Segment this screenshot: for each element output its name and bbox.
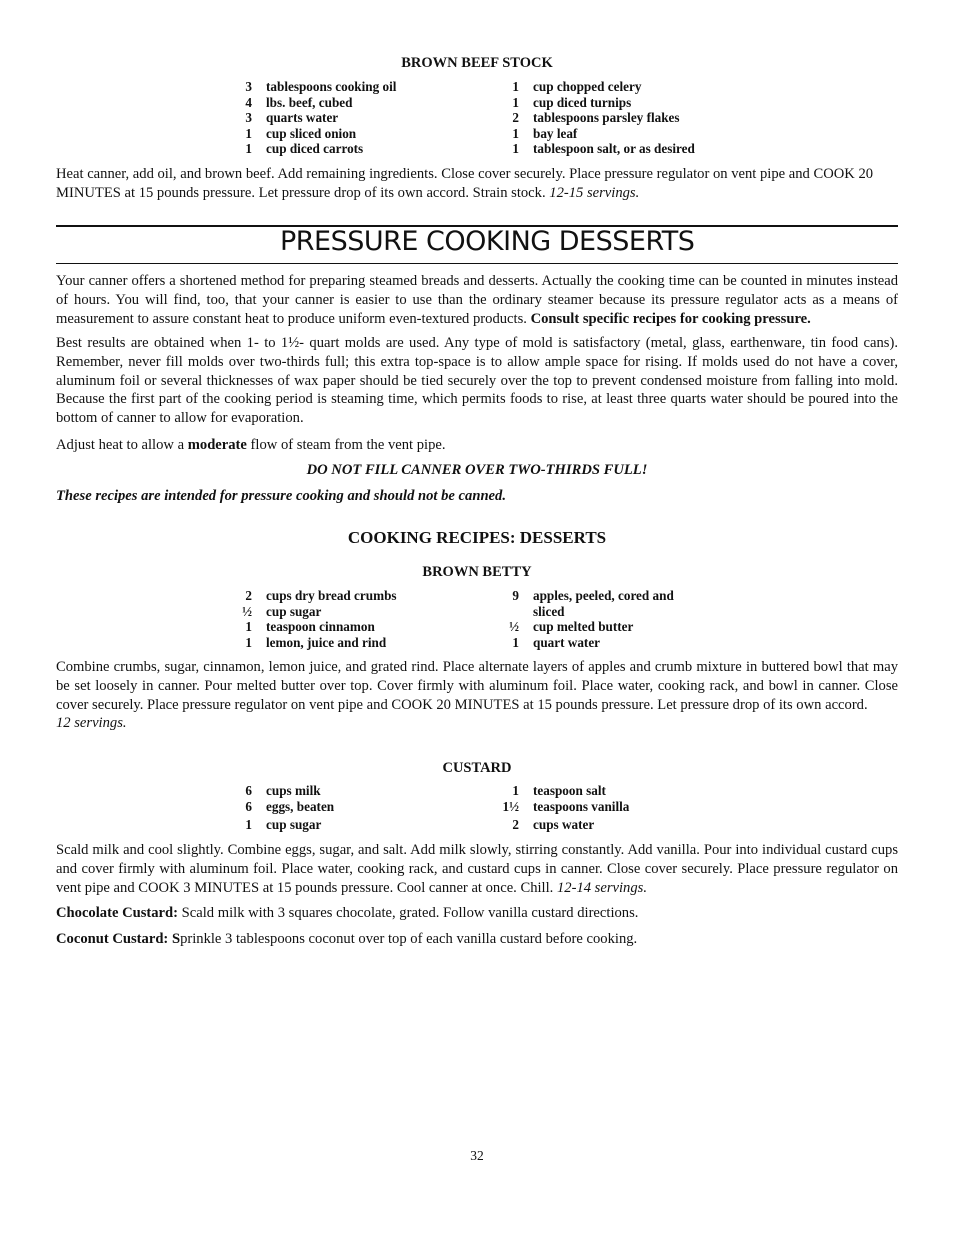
ingredient-row <box>56 110 898 126</box>
ingredient-row <box>56 141 898 157</box>
ingredient-qty: 1 <box>512 634 519 650</box>
ingredient-qty: 1 <box>245 634 252 650</box>
ingredient-item: lemon, juice and rind <box>266 634 387 650</box>
ingredient-row <box>56 783 898 799</box>
warning-text <box>56 461 898 480</box>
ingredient-item: cup sugar <box>266 603 322 619</box>
ingredient-item: cup sugar <box>266 816 322 832</box>
intro-paragraph-1 <box>56 272 898 328</box>
ingredient-qty: 6 <box>245 798 252 814</box>
warning-label: DO NOT FILL CANNER OVER TWO-THIRDS FULL! <box>306 462 648 478</box>
ingredient-row <box>56 79 898 95</box>
ingredient-item: quarts water <box>266 110 339 125</box>
custard-title: CUSTARD <box>442 760 512 776</box>
ingredient-qty: 1 <box>512 141 519 156</box>
ingredient-qty: 2 <box>245 588 252 603</box>
page-number: 32 <box>470 1148 484 1163</box>
variation-text: Scald milk with 3 squares chocolate, grated. Follow vanilla custard directions. <box>178 905 639 921</box>
ingredient-qty: ½ <box>509 619 519 634</box>
ingredient-qty: 9 <box>512 588 519 603</box>
ingredient-qty: 1 <box>245 141 252 156</box>
ingredient-qty: 3 <box>245 110 252 125</box>
ingredient-item: teaspoons vanilla <box>533 798 630 814</box>
ingredient-item: cup melted butter <box>533 619 634 634</box>
ingredient-qty: 2 <box>512 110 519 125</box>
ingredient-qty: 4 <box>245 94 252 110</box>
desserts-heading: COOKING RECIPES: DESSERTS <box>347 528 607 547</box>
ingredient-row <box>56 799 898 817</box>
intro-paragraph-2: Best results are obtained when 1- to 1½- quart molds are used. Any type of mold is satisfactory (metal, glass, earthenware, tin food cans). Remember, never fill molds over two-thirds full; this extra top-space is to allow ample space for rising. If molds used do not have a cover, aluminum foil or several thicknesses of wax paper should be tied securely over the top to prevent condensed moisture from falling into mold. Because the first part of the cooking period is steaming time, which permits foods to rise, at least three quarts water should be poured into the bottom of canner to allow for evaporation. <box>56 335 898 427</box>
directions-text: Scald milk and cool slightly. Combine eggs, sugar, and salt. Add milk slowly, stirring constantly. Add vanilla. Pour into individual custard cups and cover firmly with aluminum foil. Place water, cooking rack, and custard cups in canner. Close cover securely. Place pressure regulator on vent pipe and COOK 3 MINUTES at 15 pounds pressure. Cool canner at once. Chill. <box>56 842 898 896</box>
custard-ingredients <box>56 783 898 832</box>
ingredient-row <box>56 635 898 651</box>
beef-stock-title: BROWN BEEF STOCK <box>401 55 553 71</box>
section-bottom-rule <box>56 263 898 264</box>
variation-label: Chocolate Custard: <box>56 905 179 921</box>
servings-text: 12-14 servings. <box>556 879 647 896</box>
ingredient-row <box>56 95 898 111</box>
ingredient-qty: 1 <box>245 125 252 141</box>
beef-stock-directions <box>56 165 898 203</box>
ingredient-row <box>56 817 898 833</box>
ingredient-qty: 1 <box>512 783 519 798</box>
ingredient-item: cups milk <box>266 783 321 798</box>
ingredient-row <box>56 126 898 142</box>
ingredient-qty: ½ <box>242 603 252 619</box>
note-label: These recipes are intended for pressure cooking and should not be canned. <box>56 488 506 504</box>
brown-betty-title: BROWN BETTY <box>422 564 532 580</box>
ingredient-item: eggs, beaten <box>266 798 335 814</box>
custard-directions <box>56 841 898 897</box>
ingredient-item: cup diced carrots <box>266 141 364 156</box>
ingredient-item: tablespoon salt, or as desired <box>533 141 695 156</box>
ingredient-item: teaspoon salt <box>533 783 606 798</box>
ingredient-item: cups water <box>533 816 595 832</box>
beef-stock-ingredients <box>56 79 898 157</box>
variation-text: prinkle 3 tablespoons coconut over top of each vanilla custard before cooking. <box>180 931 638 947</box>
ingredient-item: tablespoons parsley flakes <box>533 110 680 125</box>
ingredient-item: cup diced turnips <box>533 94 632 110</box>
ingredient-qty: 1½ <box>502 798 519 814</box>
ingredient-item: teaspoon cinnamon <box>266 619 375 634</box>
ingredient-row <box>56 619 898 635</box>
ingredient-item: lbs. beef, cubed <box>266 94 353 110</box>
intro-paragraph-3 <box>56 436 898 455</box>
section-title: PRESSURE COOKING DESSERTS <box>280 226 695 257</box>
ingredient-qty: 1 <box>512 125 519 141</box>
intro-text: Your canner offers a shortened method for preparing steamed breads and desserts. Actually the cooking time can be counted in minutes instead of hours. You will find, too, that your canner is easier to use than the ordinary steamer because its pressure regulator acts as a means of measurement to assure constant heat to produce uniform even-textured products. <box>56 273 898 327</box>
ingredient-item: cup chopped celery <box>533 79 642 94</box>
ingredient-item: tablespoons cooking oil <box>266 79 397 94</box>
ingredient-qty: 6 <box>245 783 252 798</box>
chocolate-custard-variation <box>56 904 898 923</box>
intro-bold-text: moderate <box>187 437 247 453</box>
coconut-custard-variation <box>56 930 898 949</box>
ingredient-item: bay leaf <box>533 125 578 141</box>
ingredient-item: cup sliced onion <box>266 125 357 141</box>
ingredient-item: quart water <box>533 634 601 650</box>
ingredient-qty: 3 <box>245 79 252 94</box>
directions-text: Combine crumbs, sugar, cinnamon, lemon juice, and grated rind. Place alternate layers of apples and crumb mixture in buttered bowl that may be set loosely in canner. Pour melted butter over top. Cover firmly with aluminum foil. Place water, cooking rack, and bowl in canner. Close cover securely. Place pressure regulator on vent pipe and COOK 20 MINUTES at 15 pounds pressure. Let pressure drop of its own accord. <box>56 659 898 713</box>
intro-text: flow of steam from the vent pipe. <box>246 437 446 453</box>
servings-text: 12-15 servings. <box>549 184 640 201</box>
brown-betty-ingredients <box>56 588 898 650</box>
intro-bold-text: Consult specific recipes for cooking pressure. <box>530 310 811 327</box>
ingredient-qty: 1 <box>245 619 252 634</box>
ingredient-item: cups dry bread crumbs <box>266 588 397 603</box>
intro-text: Adjust heat to allow a <box>56 437 188 453</box>
ingredient-qty: 1 <box>512 79 519 94</box>
ingredient-qty: 1 <box>245 816 252 832</box>
ingredient-qty: 1 <box>512 94 519 110</box>
variation-label: Coconut Custard: S <box>56 931 181 947</box>
ingredient-qty: 2 <box>512 816 519 832</box>
ingredient-item: apples, peeled, cored and sliced <box>533 588 674 619</box>
directions-text: Heat canner, add oil, and brown beef. Add remaining ingredients. Close cover securely. Place pressure regulator on vent pipe and COOK 20 MINUTES at 15 pounds pressure. Let pressure drop of its own accord. Strain stock. <box>56 166 874 201</box>
servings-text: 12 servings. <box>56 715 127 732</box>
canning-note <box>56 487 898 506</box>
brown-betty-directions <box>56 658 898 733</box>
ingredient-row <box>56 604 898 620</box>
